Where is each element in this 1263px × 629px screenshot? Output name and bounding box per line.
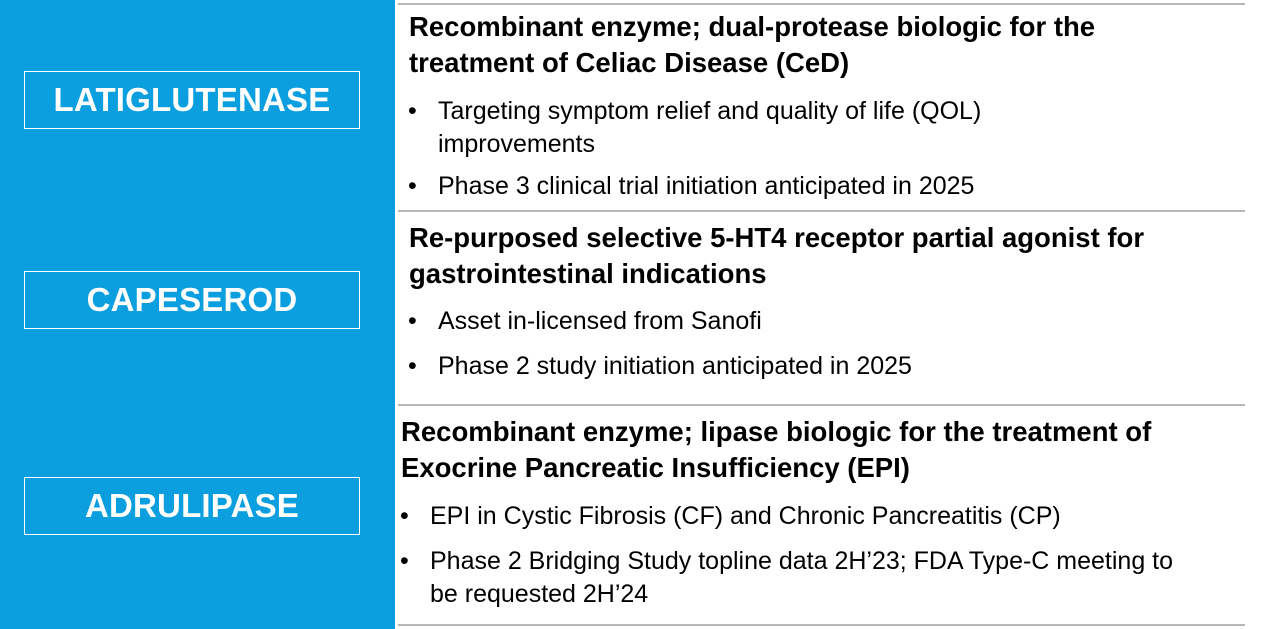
heading-line: Exocrine Pancreatic Insufficiency (EPI) [401, 452, 910, 483]
adrulipase-heading [401, 414, 1151, 486]
adrulipase-label: ADRULIPASE [24, 477, 360, 535]
bullet-line: Targeting symptom relief and quality of life (QOL) [438, 97, 982, 125]
bottom-divider [398, 624, 1245, 626]
heading-line: Recombinant enzyme; dual-protease biologic for the [409, 11, 1096, 42]
latiglutenase-bullets [408, 95, 981, 203]
drug-name-panel [0, 0, 395, 629]
capeserod-label: CAPESEROD [24, 271, 360, 329]
latiglutenase-row [398, 3, 1245, 210]
latiglutenase-heading [409, 9, 1095, 81]
bullet-item [408, 305, 912, 338]
bullet-line: Phase 2 Bridging Study topline data 2H’23; FDA Type-C meeting to [430, 547, 1174, 575]
bullet-item [400, 545, 1173, 611]
latiglutenase-label: LATIGLUTENASE [24, 71, 360, 129]
bullet-dot: • [408, 97, 417, 125]
heading-line: Recombinant enzyme; lipase biologic for the treatment of [401, 416, 1152, 447]
bullet-dot: • [408, 172, 417, 200]
bullet-item [400, 500, 1173, 533]
adrulipase-bullets [400, 500, 1173, 611]
bullet-dot: • [408, 352, 417, 380]
bullet-dot: • [400, 502, 409, 530]
bullet-dot: • [408, 307, 417, 335]
capeserod-heading [409, 220, 1144, 292]
bullet-dot: • [400, 547, 409, 575]
bullet-line: Phase 2 study initiation anticipated in 2025 [438, 352, 912, 380]
bullet-item [408, 170, 981, 203]
capeserod-bullets [408, 305, 912, 383]
bullet-line: EPI in Cystic Fibrosis (CF) and Chronic Pancreatitis (CP) [430, 502, 1061, 530]
bullet-line: Phase 3 clinical trial initiation anticipated in 2025 [438, 172, 975, 200]
adrulipase-row [398, 404, 1245, 626]
bullet-line: improvements [438, 130, 595, 158]
bullet-item [408, 95, 981, 161]
bullet-line: be requested 2H’24 [430, 580, 649, 608]
heading-line: gastrointestinal indications [409, 258, 767, 289]
capeserod-row [398, 210, 1245, 404]
heading-line: treatment of Celiac Disease (CeD) [409, 47, 850, 78]
bullet-item [408, 350, 912, 383]
bullet-line: Asset in-licensed from Sanofi [438, 307, 762, 335]
heading-line: Re-purposed selective 5-HT4 receptor partial agonist for [409, 222, 1145, 253]
